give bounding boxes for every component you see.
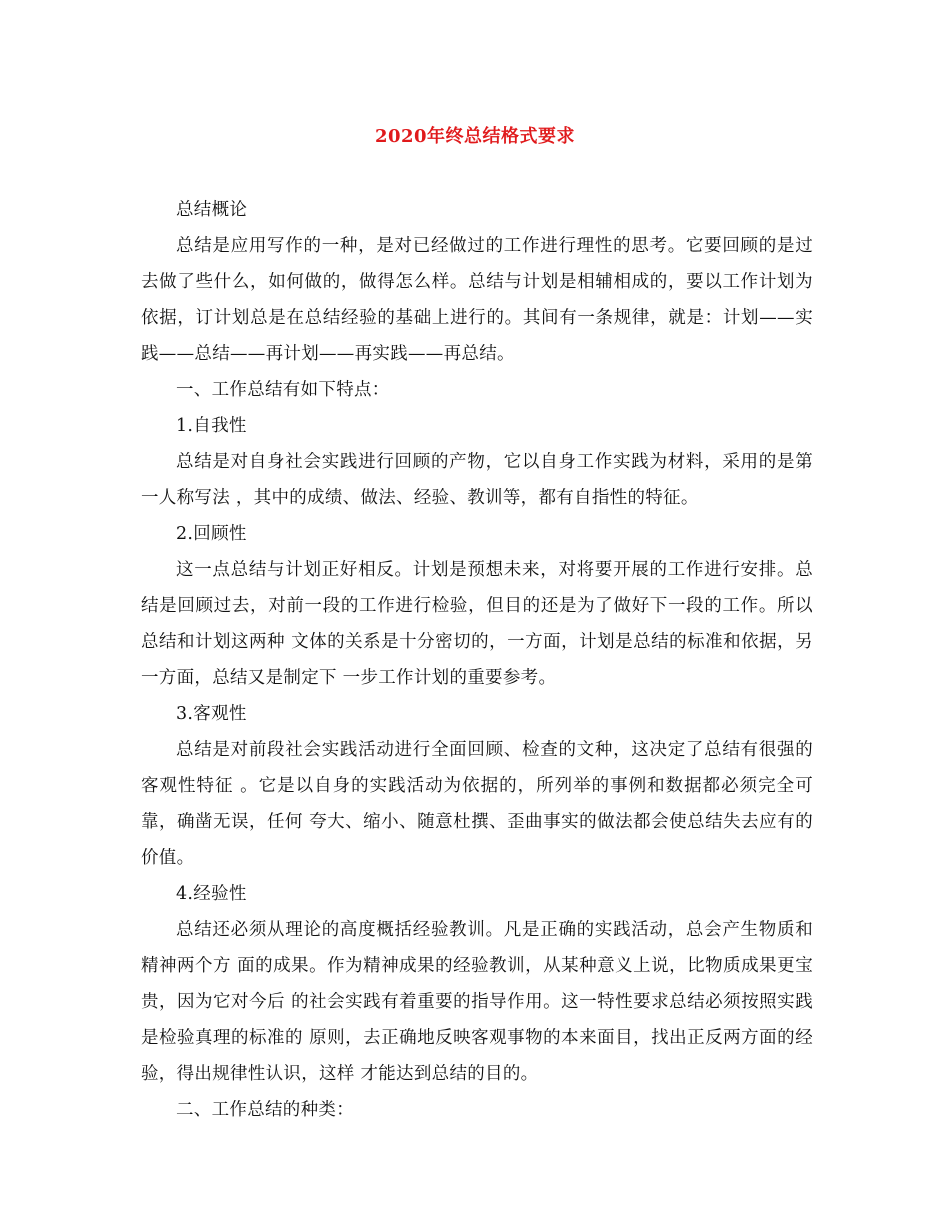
paragraph-overview-heading: 总结概论 — [176, 200, 248, 220]
paragraph-overview: 总结是应用写作的一种，是对已经做过的工作进行理性的思考。它要回顾的是过去做了些什么，如何做的，做得怎么样。总结与计划是相辅相成的，要以工作计划为依据，订计划总是在总结经验的基础上进行的。其间有一条规律，就是：计划——实践——总结——再计划——再实践——再总结。 — [141, 236, 813, 364]
document-title: 2020年终总结格式要求 — [374, 126, 576, 147]
paragraph-self: 总结是对自身社会实践进行回顾的产物，它以自身工作实践为材料，采用的是第一人称写法 ，其中的成绩、做法、经验、教训等，都有自指性的特征。 — [141, 452, 813, 508]
document-body — [141, 192, 813, 1128]
section-heading-features: 一、工作总结有如下特点： — [176, 380, 390, 400]
section-heading-types: 二、工作总结的种类： — [176, 1100, 354, 1120]
subheading-experience: 4.经验性 — [176, 884, 247, 904]
subheading-review: 2.回顾性 — [176, 524, 247, 544]
paragraph-objective: 总结是对前段社会实践活动进行全面回顾、检查的文种，这决定了总结有很强的客观性特征 。它是以自身的实践活动为依据的，所列举的事例和数据都必须完全可靠，确凿无误，任何 夸大、缩小、随意杜撰、歪曲事实的做法都会使总结失去应有的价值。 — [141, 740, 813, 868]
paragraph-review: 这一点总结与计划正好相反。计划是预想未来，对将要开展的工作进行安排。总结是回顾过去，对前一段的工作进行检验，但目的还是为了做好下一段的工作。所以总结和计划这两种 文体的关系是十分密切的，一方面，计划是总结的标准和依据，另一方面，总结又是制定下 一步工作计划的重要参考。 — [141, 560, 813, 688]
subheading-objective: 3.客观性 — [176, 704, 247, 724]
subheading-self: 1.自我性 — [176, 416, 247, 436]
paragraph-experience: 总结还必须从理论的高度概括经验教训。凡是正确的实践活动，总会产生物质和精神两个方 面的成果。作为精神成果的经验教训，从某种意义上说，比物质成果更宝贵，因为它对今后 的社会实践有着重要的指导作用。这一特性要求总结必须按照实践是检验真理的标准的 原则，去正确地反映客观事物的本来面目，找出正反两方面的经验，得出规律性认识，这样 才能达到总结的目的。 — [141, 920, 813, 1084]
